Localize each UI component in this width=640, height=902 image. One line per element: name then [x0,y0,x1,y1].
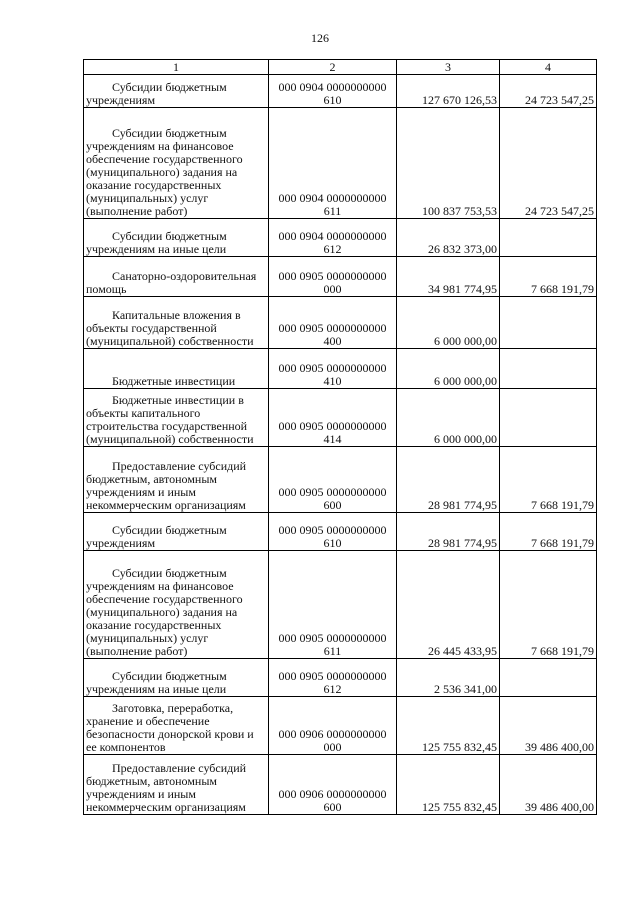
row-code: 000 0905 0000000000 000 [269,257,397,297]
row-name: Субсидии бюджетным учреждениям [84,513,269,551]
table-header-row [84,60,597,75]
row-name: Капитальные вложения в объекты государственной (муниципальной) собственности [84,297,269,349]
row-name: Бюджетные инвестиции в объекты капитального строительства государственной (муниципальной) собственности [84,389,269,447]
table-row [84,219,597,257]
row-amount-2 [500,297,597,349]
row-name: Предоставление субсидий бюджетным, автономным учреждениям и иным некоммерческим организациям [84,447,269,513]
row-amount-1: 125 755 832,45 [397,697,500,755]
row-code: 000 0904 0000000000 610 [269,75,397,108]
row-code: 000 0905 0000000000 410 [269,349,397,389]
row-amount-1: 125 755 832,45 [397,755,500,815]
row-name: Субсидии бюджетным учреждениям [84,75,269,108]
table-row [84,108,597,219]
row-amount-1: 28 981 774,95 [397,447,500,513]
table-row [84,257,597,297]
row-code: 000 0905 0000000000 611 [269,551,397,659]
row-code: 000 0905 0000000000 414 [269,389,397,447]
row-amount-1: 26 832 373,00 [397,219,500,257]
row-amount-2: 7 668 191,79 [500,513,597,551]
row-name: Субсидии бюджетным учреждениям на финансовое обеспечение государственного (муниципального) задания на оказание государственных (муниципальных) услуг (выполнение работ) [84,108,269,219]
table-row [84,659,597,697]
row-name: Субсидии бюджетным учреждениям на иные цели [84,659,269,697]
table-row [84,389,597,447]
row-amount-1: 6 000 000,00 [397,297,500,349]
row-name: Бюджетные инвестиции [84,349,269,389]
row-amount-1: 6 000 000,00 [397,349,500,389]
row-amount-2: 24 723 547,25 [500,75,597,108]
row-amount-1: 127 670 126,53 [397,75,500,108]
table-row [84,755,597,815]
column-header-3: 3 [397,60,500,75]
row-name: Предоставление субсидий бюджетным, автономным учреждениям и иным некоммерческим организациям [84,755,269,815]
row-amount-2: 39 486 400,00 [500,697,597,755]
column-header-1: 1 [84,60,269,75]
row-code: 000 0906 0000000000 600 [269,755,397,815]
page-number: 126 [311,31,329,45]
column-header-4: 4 [500,60,597,75]
row-amount-1: 34 981 774,95 [397,257,500,297]
row-code: 000 0904 0000000000 611 [269,108,397,219]
row-amount-2: 24 723 547,25 [500,108,597,219]
row-name: Санаторно-оздоровительная помощь [84,257,269,297]
table-row [84,75,597,108]
row-amount-1: 100 837 753,53 [397,108,500,219]
row-code: 000 0905 0000000000 610 [269,513,397,551]
row-amount-2 [500,349,597,389]
row-code: 000 0906 0000000000 000 [269,697,397,755]
table-row [84,551,597,659]
row-amount-1: 6 000 000,00 [397,389,500,447]
row-amount-2 [500,389,597,447]
row-name: Субсидии бюджетным учреждениям на финансовое обеспечение государственного (муниципального) задания на оказание государственных (муниципальных) услуг (выполнение работ) [84,551,269,659]
table-row [84,447,597,513]
column-header-2: 2 [269,60,397,75]
row-name: Субсидии бюджетным учреждениям на иные цели [84,219,269,257]
row-amount-1: 26 445 433,95 [397,551,500,659]
table-row [84,349,597,389]
budget-table [83,59,597,815]
row-amount-2: 7 668 191,79 [500,257,597,297]
row-amount-2: 7 668 191,79 [500,447,597,513]
row-code: 000 0905 0000000000 600 [269,447,397,513]
row-amount-2: 39 486 400,00 [500,755,597,815]
row-amount-1: 2 536 341,00 [397,659,500,697]
row-amount-2: 7 668 191,79 [500,551,597,659]
row-name: Заготовка, переработка, хранение и обеспечение безопасности донорской крови и ее компонентов [84,697,269,755]
table-row [84,513,597,551]
row-code: 000 0905 0000000000 612 [269,659,397,697]
row-code: 000 0904 0000000000 612 [269,219,397,257]
row-amount-2 [500,659,597,697]
table-row [84,697,597,755]
row-amount-2 [500,219,597,257]
row-amount-1: 28 981 774,95 [397,513,500,551]
table-row [84,297,597,349]
row-code: 000 0905 0000000000 400 [269,297,397,349]
